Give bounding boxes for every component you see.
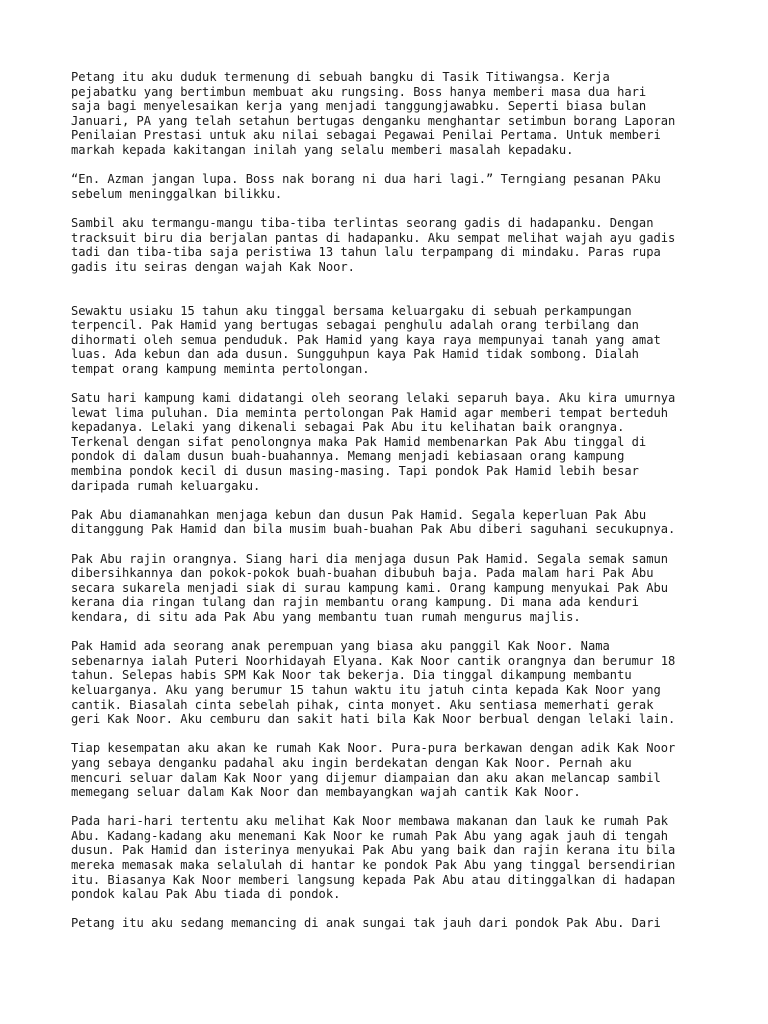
text-line: “En. Azman jangan lupa. Boss nak borang ni dua hari lagi.” Terngiang pesanan PAku	[71, 172, 661, 187]
text-line: membina pondok kecil di dusun masing-masing. Tapi pondok Pak Hamid lebih besar	[71, 464, 639, 479]
text-line: dusun. Pak Hamid dan isterinya menyukai Pak Abu yang baik dan rajin kerana itu bila	[71, 843, 676, 858]
text-line: dihormati oleh semua penduduk. Pak Hamid yang kaya raya mempunyai tanah yang amat	[71, 332, 661, 347]
text-line: pejabatku yang bertimbun membuat aku rungsing. Boss hanya memberi masa dua hari	[71, 84, 647, 99]
paragraph	[71, 216, 711, 274]
text-line: ditanggung Pak Hamid dan bila musim buah-buahan Pak Abu diberi saguhani secukupnya.	[71, 522, 676, 537]
text-line: Petang itu aku sedang memancing di anak sungai tak jauh dari pondok Pak Abu. Dari	[71, 916, 661, 931]
text-line: Tiap kesempatan aku akan ke rumah Kak Noor. Pura-pura berkawan dengan adik Kak Noor	[71, 741, 676, 756]
text-line: Abu. Kadang-kadang aku menemani Kak Noor ke rumah Pak Abu yang agak jauh di tengah	[71, 828, 669, 843]
text-line: Januari, PA yang telah setahun bertugas denganku menghantar setimbun borang Laporan	[71, 113, 676, 128]
text-line: Pak Abu diamanahkan menjaga kebun dan dusun Pak Hamid. Segala keperluan Pak Abu	[71, 507, 647, 522]
paragraph	[71, 552, 711, 625]
document-body	[71, 70, 711, 946]
paragraph	[71, 70, 711, 158]
text-line: Terkenal dengan sifat penolongnya maka Pak Hamid membenarkan Pak Abu tinggal di	[71, 434, 647, 449]
text-line: dibersihkannya dan pokok-pokok buah-buahan dibubuh baja. Pada malam hari Pak Abu	[71, 566, 654, 581]
text-line: cantik. Biasalah cinta sebelah pihak, cinta monyet. Aku sentiasa memerhati gerak	[71, 697, 654, 712]
text-line: tracksuit biru dia berjalan pantas di hadapanku. Aku sempat melihat wajah ayu gadis	[71, 230, 676, 245]
text-line: secara sukarela menjadi siak di surau kampung kami. Orang kampung menyukai Pak Abu	[71, 580, 669, 595]
paragraph	[71, 814, 711, 902]
paragraph	[71, 639, 711, 727]
text-line: keluarganya. Aku yang berumur 15 tahun waktu itu jatuh cinta kepada Kak Noor yang	[71, 682, 661, 697]
text-line: Penilaian Prestasi untuk aku nilai sebagai Pegawai Penilai Pertama. Untuk memberi	[71, 128, 661, 143]
text-line: pondok di dalam dusun buah-buahannya. Memang menjadi kebiasaan orang kampung	[71, 449, 625, 464]
paragraph	[71, 508, 711, 537]
text-line: markah kepada kakitangan inilah yang selalu memberi masalah kepadaku.	[71, 142, 574, 157]
text-line: mencuri seluar dalam Kak Noor yang dijemur diampaian dan aku akan melancap sambil	[71, 770, 661, 785]
text-line: Sambil aku termangu-mangu tiba-tiba terlintas seorang gadis di hadapanku. Dengan	[71, 215, 654, 230]
text-line: Satu hari kampung kami didatangi oleh seorang lelaki separuh baya. Aku kira umurnya	[71, 391, 676, 406]
text-line: Sewaktu usiaku 15 tahun aku tinggal bersama keluargaku di sebuah perkampungan	[71, 303, 632, 318]
paragraph	[71, 741, 711, 799]
text-line: kendara, di situ ada Pak Abu yang membantu tuan rumah mengurus majlis.	[71, 609, 581, 624]
text-line: geri Kak Noor. Aku cemburu dan sakit hati bila Kak Noor berbual dengan lelaki lain.	[71, 712, 676, 727]
text-line: tadi dan tiba-tiba saja peristiwa 13 tahun lalu terpampang di mindaku. Paras rupa	[71, 245, 661, 260]
paragraph	[71, 304, 711, 377]
text-line: daripada rumah keluargaku.	[71, 478, 261, 493]
text-line: yang sebaya denganku padahal aku ingin berdekatan dengan Kak Noor. Pernah aku	[71, 755, 632, 770]
paragraph	[71, 391, 711, 493]
text-line: sebelum meninggalkan bilikku.	[71, 186, 283, 201]
paragraph	[71, 172, 711, 201]
text-line: memegang seluar dalam Kak Noor dan membayangkan wajah cantik Kak Noor.	[71, 785, 581, 800]
text-line: kerana dia ringan tulang dan rajin membantu orang kampung. Di mana ada kenduri	[71, 595, 639, 610]
text-line: tempat orang kampung meminta pertolongan.	[71, 361, 370, 376]
text-line: tahun. Selepas habis SPM Kak Noor tak bekerja. Dia tinggal dikampung membantu	[71, 668, 632, 683]
text-line: saja bagi menyelesaikan kerja yang menjadi tanggungjawabku. Seperti biasa bulan	[71, 99, 647, 114]
text-line: gadis itu seiras dengan wajah Kak Noor.	[71, 259, 355, 274]
text-line: sebenarnya ialah Puteri Noorhidayah Elyana. Kak Noor cantik orangnya dan berumur 18	[71, 653, 676, 668]
text-line: pondok kalau Pak Abu tiada di pondok.	[71, 887, 341, 902]
text-line: itu. Biasanya Kak Noor memberi langsung kepada Pak Abu atau ditinggalkan di hadapan	[71, 872, 676, 887]
text-line: lewat lima puluhan. Dia meminta pertolongan Pak Hamid agar memberi tempat berteduh	[71, 405, 669, 420]
text-line: luas. Ada kebun dan ada dusun. Sungguhpun kaya Pak Hamid tidak sombong. Dialah	[71, 347, 639, 362]
text-line: Petang itu aku duduk termenung di sebuah bangku di Tasik Titiwangsa. Kerja	[71, 70, 610, 84]
text-line: Pak Abu rajin orangnya. Siang hari dia menjaga dusun Pak Hamid. Segala semak samun	[71, 551, 669, 566]
text-line: Pada hari-hari tertentu aku melihat Kak Noor membawa makanan dan lauk ke rumah Pak	[71, 814, 669, 829]
paragraph	[71, 916, 711, 931]
text-line: kepadanya. Lelaki yang dikenali sebagai Pak Abu itu kelihatan baik orangnya.	[71, 420, 625, 435]
text-line: Pak Hamid ada seorang anak perempuan yang biasa aku panggil Kak Noor. Nama	[71, 639, 610, 654]
text-line: terpencil. Pak Hamid yang bertugas sebagai penghulu adalah orang terbilang dan	[71, 318, 639, 333]
text-line: mereka memasak maka selalulah di hantar ke pondok Pak Abu yang tinggal bersendirian	[71, 858, 676, 873]
